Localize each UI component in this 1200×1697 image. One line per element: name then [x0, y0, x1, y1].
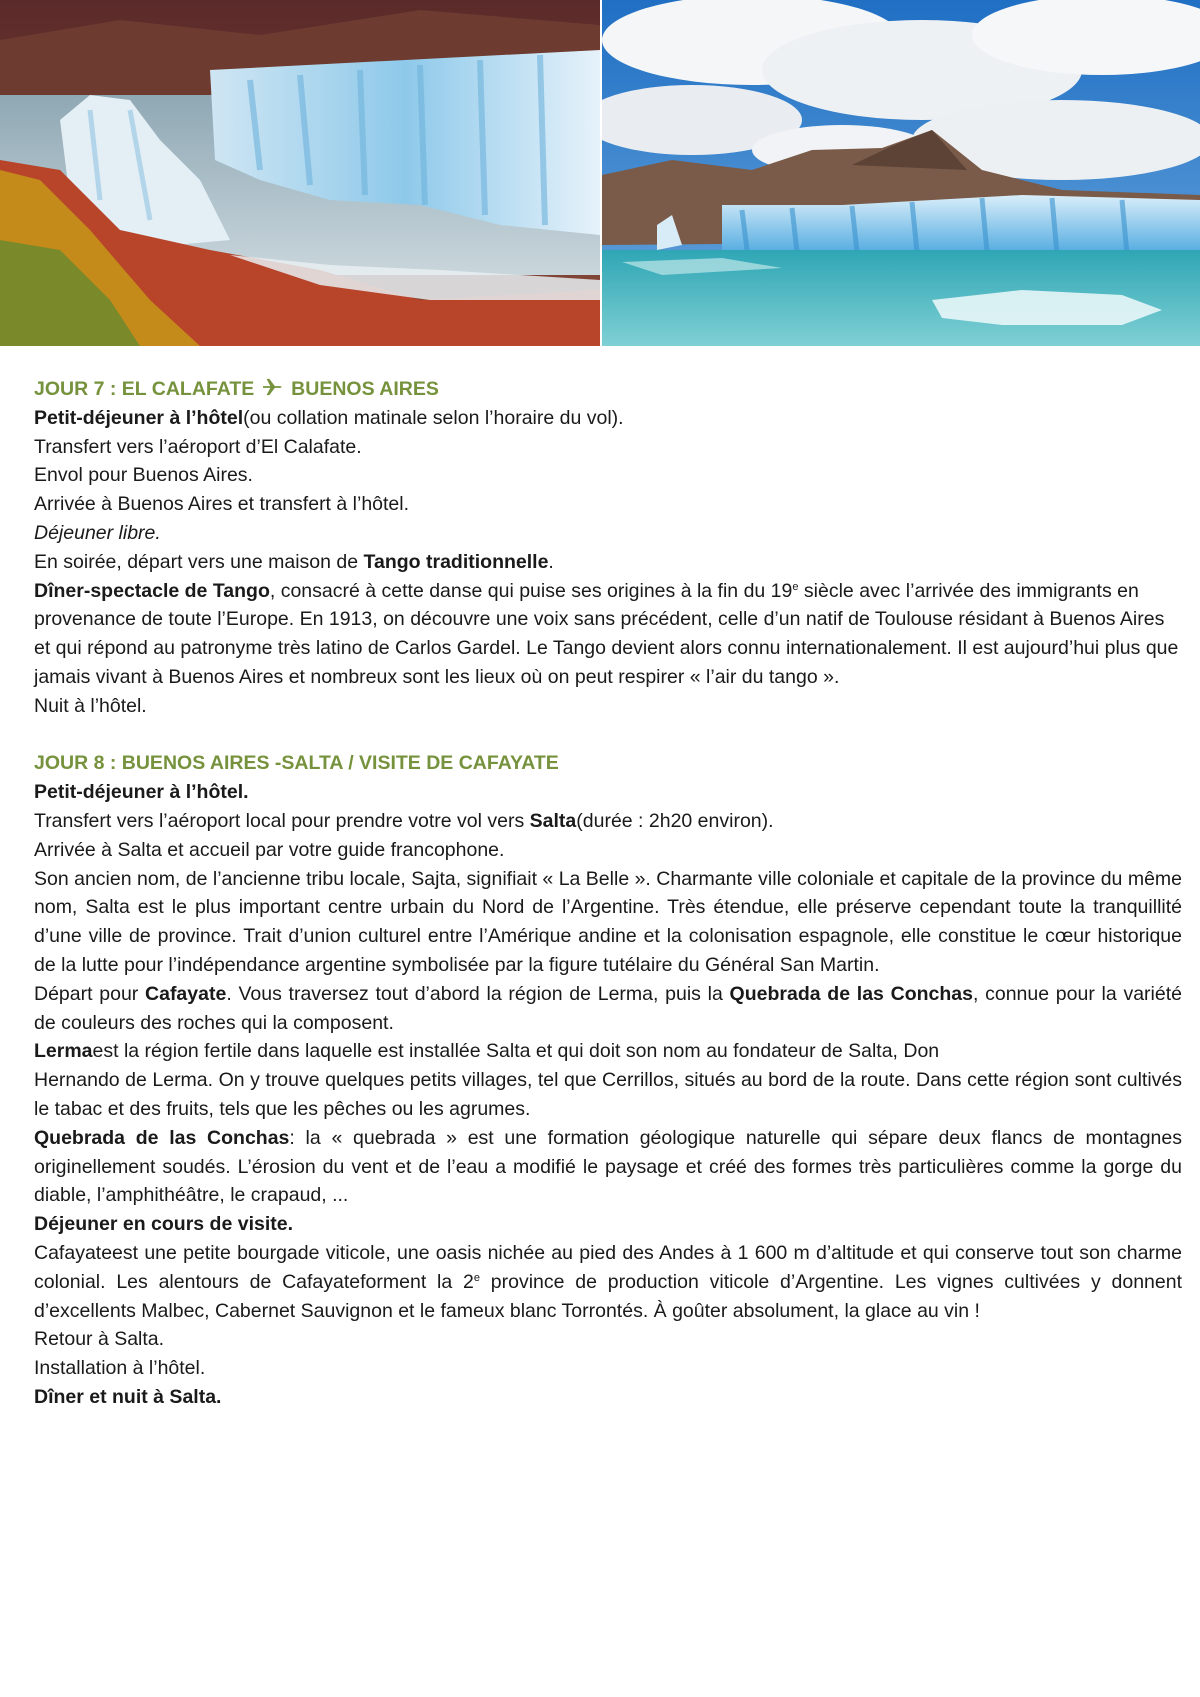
- section-spacer: [34, 721, 1182, 750]
- day7-dinner-sup: e: [792, 580, 799, 593]
- day8-dinner-text: Dîner et nuit à Salta.: [34, 1385, 222, 1408]
- day7-evening-bold: Tango traditionnelle: [363, 550, 549, 573]
- day7-lunch: [34, 519, 1182, 548]
- day8-breakfast: [34, 778, 1182, 807]
- day8-lerma-line1-text: est la région fertile dans laquelle est installée Salta et qui doit son nom au fondateur de Salta, Don: [92, 1040, 940, 1063]
- day7-dinner-post: siècle avec l’arrivée des immigrants en provenance de toute l’Europe. En 1913, on découvre une voix sans précédent, celle d’un natif de Toulouse résidant à Buenos Aires et qui répond au patronyme très latino de Carlos Gardel. Le Tango devient alors connu internationalement. Il est aujourd’hui plus que jamais vivant à Buenos Aires et nombreux sont les lieux où on peut respirer « l’air du tango ».: [34, 579, 1179, 688]
- day8-salta-description: Son ancien nom, de l’ancienne tribu locale, Sajta, signifiait « La Belle ». Charmante ville coloniale et capitale de la province du même nom, Salta est le plus important centre urbain du Nord de l’Argentine. Très étendue, elle préserve cependant toute la tranquillité d’une ville de province. Trait d’union culturel entre l’Amérique andine et la colonisation espagnole, elle constitue le cœur historique de la lutte pour l’indépendance argentine symbolisée par la figure tutélaire du Général San Martin.: [34, 867, 1182, 976]
- day8-arrival: Arrivée à Salta et accueil par votre guide francophone.: [34, 838, 505, 861]
- day8-lerma-bold: Lerma: [34, 1040, 93, 1063]
- day8-transfer-bold: Salta: [529, 809, 577, 832]
- day8-lunch-text: Déjeuner en cours de visite.: [34, 1213, 294, 1236]
- day7-heading: [34, 375, 1182, 404]
- day8-cafayate-sup: e: [473, 1271, 480, 1284]
- day7-dinner-bold: Dîner-spectacle de Tango: [34, 579, 270, 602]
- day7-arrival: Arrivée à Buenos Aires et transfert à l’hôtel.: [34, 493, 410, 516]
- day7-title-part1: JOUR 7 : EL CALAFATE: [34, 378, 255, 400]
- day7-breakfast-bold: Petit-déjeuner à l’hôtel: [34, 406, 244, 429]
- day8-dinner: [34, 1383, 1182, 1412]
- day8-depart-mid: . Vous traversez tout d’abord la région de Lerma, puis la: [226, 982, 730, 1005]
- day8-lerma-line1: [34, 1037, 1182, 1066]
- day7-night: Nuit à l’hôtel.: [34, 694, 147, 717]
- day8-departure: [34, 980, 1182, 1038]
- glacier-photo-blue-sky: [602, 0, 1200, 346]
- day7-dinner-show: [34, 577, 1182, 692]
- day7-evening: [34, 548, 1182, 577]
- day8-transfer: [34, 807, 1182, 836]
- day8-transfer-post: (durée : 2h20 environ).: [576, 809, 774, 832]
- day7-breakfast: [34, 404, 1182, 433]
- itinerary-content: [34, 375, 1182, 1412]
- day8-depart-bold2: Quebrada de las Conchas: [729, 982, 973, 1005]
- day7-breakfast-rest: (ou collation matinale selon l’horaire du vol).: [243, 406, 624, 429]
- day8-quebrada-bold: Quebrada de las Conchas: [34, 1126, 290, 1149]
- day8-cafayate-post: province de production viticole d’Argentine. Les vignes cultivées y donnent d’excellents Malbec, Cabernet Sauvignon et le fameux blanc Torrontés. À goûter absolument, la glace au vin !: [34, 1270, 1182, 1322]
- day8-depart-post: , connue pour la variété de couleurs des roches qui la composent.: [34, 982, 1182, 1034]
- day8-depart-bold1: Cafayate: [145, 982, 227, 1005]
- glacier-photo-autumn: [0, 0, 600, 346]
- day7-evening-post: .: [548, 550, 554, 573]
- day8-cafayate: [34, 1239, 1182, 1325]
- day8-return: Retour à Salta.: [34, 1328, 165, 1351]
- header-photo-band: [0, 0, 1200, 346]
- day7-lunch-text: Déjeuner libre.: [34, 521, 161, 544]
- day8-quebrada-rest: : la « quebrada » est une formation géologique naturelle qui sépare deux flancs de montagnes originellement soudés. L’érosion du vent et de l’eau a modifié le paysage et créé des formes très particulières comme la gorge du diable, l’amphithéâtre, le crapaud, ...: [34, 1126, 1182, 1207]
- day7-flight: Envol pour Buenos Aires.: [34, 464, 253, 487]
- day8-lunch: [34, 1210, 1182, 1239]
- day8-quebrada: [34, 1124, 1182, 1210]
- day8-transfer-pre: Transfert vers l’aéroport local pour prendre votre vol vers: [34, 809, 530, 832]
- day8-heading: JOUR 8 : BUENOS AIRES -SALTA / VISITE DE CAFAYATE: [34, 752, 559, 775]
- day8-breakfast-text: Petit-déjeuner à l’hôtel.: [34, 781, 249, 804]
- day7-title-part2: BUENOS AIRES: [291, 378, 439, 400]
- day8-depart-pre: Départ pour: [34, 982, 146, 1005]
- day7-transfer: Transfert vers l’aéroport d’El Calafate.: [34, 435, 362, 458]
- plane-icon: [262, 377, 284, 397]
- day8-checkin: Installation à l’hôtel.: [34, 1357, 206, 1380]
- day7-dinner-pre: , consacré à cette danse qui puise ses origines à la fin du 19: [269, 579, 793, 602]
- day7-evening-pre: En soirée, départ vers une maison de: [34, 550, 364, 573]
- day8-cafayate-pre: Cafayateest une petite bourgade viticole, une oasis nichée au pied des Andes à 1 600 m d’altitude et qui conserve tout son charme colonial. Les alentours de Cafayateforment la 2: [34, 1241, 1182, 1293]
- day8-lerma-rest: Hernando de Lerma. On y trouve quelques petits villages, tel que Cerrillos, situés au bord de la route. Dans cette région sont cultivés le tabac et des fruits, tels que les pêches ou les agrumes.: [34, 1069, 1182, 1120]
